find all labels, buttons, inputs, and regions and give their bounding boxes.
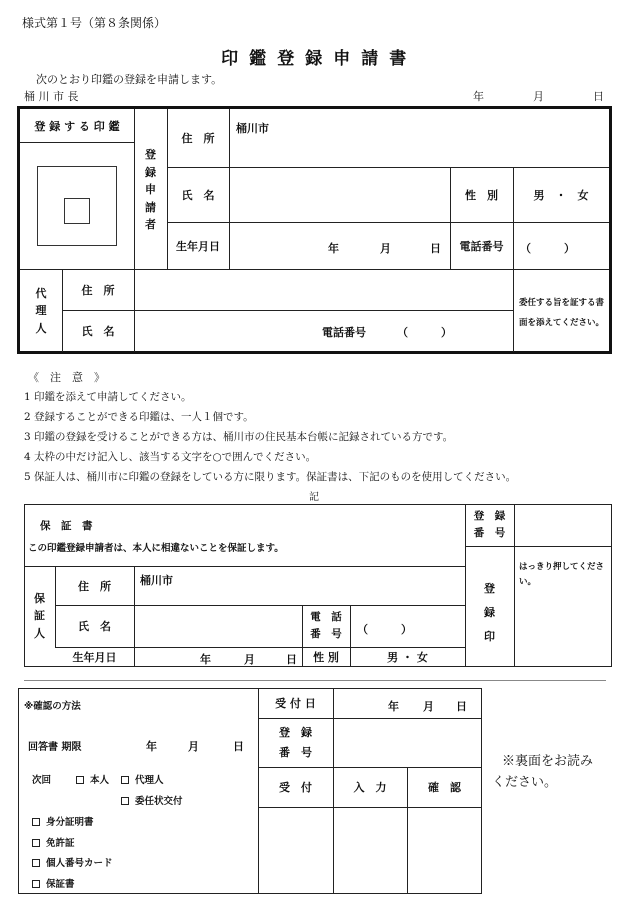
col-input: 入 力 xyxy=(353,781,387,794)
delegation-note-1: 委任する旨を証する書 xyxy=(519,298,605,308)
stamp-received[interactable] xyxy=(260,809,331,892)
guarantor-dob-month[interactable]: 月 xyxy=(244,653,255,666)
guarantor-gender-value[interactable]: 男 ・ 女 xyxy=(387,651,428,664)
guarantee-seal-note: はっきり押してください。 xyxy=(519,562,605,588)
note-item-4: 4 太枠の中だけ記入し、該当する文字を○で囲んでください。 xyxy=(24,451,317,463)
date-day: 日 xyxy=(593,90,604,103)
agent-address-label: 住 所 xyxy=(81,283,115,297)
reply-day[interactable]: 日 xyxy=(233,740,244,753)
reply-year[interactable]: 年 xyxy=(146,740,157,753)
note-item-1: 1 印鑑を添えて申請してください。 xyxy=(24,391,192,403)
col-confirm: 確 認 xyxy=(428,781,461,794)
checkbox-icon[interactable] xyxy=(32,818,40,826)
checkbox-icon[interactable] xyxy=(32,880,40,888)
col-received: 受 付 xyxy=(279,781,312,794)
checkbox-icon[interactable] xyxy=(76,776,84,784)
page-title: 印 鑑 登 録 申 請 書 xyxy=(221,49,409,69)
confirm-title: ※確認の方法 xyxy=(24,701,81,712)
guarantor-dob-year[interactable]: 年 xyxy=(200,653,211,666)
checkbox-icon[interactable] xyxy=(121,797,129,805)
address-value[interactable]: 桶川市 xyxy=(236,122,269,135)
notes-heading: 《 注 意 》 xyxy=(28,371,105,384)
form-number: 様式第１号（第８条関係） xyxy=(22,16,167,30)
gender-value[interactable]: 男 ・ 女 xyxy=(533,188,589,202)
opt-self[interactable]: 本人 xyxy=(76,772,109,786)
guarantor-name-label: 氏 名 xyxy=(78,620,111,633)
note-item-5: 5 保証人は、桶川市に印鑑の登録をしている方に限ります。保証書は、下記のものを使用してください。 xyxy=(24,471,517,483)
id-item-1[interactable]: 身分証明書 xyxy=(32,814,94,828)
stamp-input[interactable] xyxy=(335,809,405,892)
agent-name-label: 氏 名 xyxy=(81,325,115,338)
guarantee-statement: この印鑑登録申請者は、本人に相違ないことを保証します。 xyxy=(28,543,284,554)
agent-label: 代 理 人 xyxy=(35,286,47,335)
dob-year[interactable]: 年 xyxy=(328,242,339,255)
recv-month[interactable]: 月 xyxy=(423,700,434,713)
guarantee-title: 保 証 書 xyxy=(40,520,93,532)
section-divider xyxy=(24,680,606,681)
delegation-note-2: 面を添えてください。 xyxy=(519,318,605,328)
agent-address-field[interactable] xyxy=(137,272,510,308)
guarantor-phone-parens[interactable]: （ ） xyxy=(357,623,412,636)
guarantee-reg-number-label: 登 録 番 号 xyxy=(473,510,506,539)
applicant-label: 登 録 申 請 者 xyxy=(145,148,156,232)
checkbox-icon[interactable] xyxy=(32,859,40,867)
name-label: 氏 名 xyxy=(181,188,215,202)
recv-day[interactable]: 日 xyxy=(456,700,467,713)
guarantor-gender-label: 性 別 xyxy=(313,651,339,664)
checkbox-icon[interactable] xyxy=(121,776,129,784)
checkbox-icon[interactable] xyxy=(32,839,40,847)
id-item-3[interactable]: 個人番号カード xyxy=(32,855,113,869)
phone-label: 電話番号 xyxy=(459,239,504,253)
name-field[interactable] xyxy=(232,170,447,220)
guarantor-address-label: 住 所 xyxy=(78,579,111,593)
notes-ki: 記 xyxy=(309,492,319,503)
guarantor-address-value[interactable]: 桶川市 xyxy=(140,574,173,587)
guarantee-reg-number-field[interactable] xyxy=(516,507,610,544)
seal-box-inner xyxy=(64,198,90,224)
back-note-2: ください。 xyxy=(492,775,558,790)
id-item-4[interactable]: 保証書 xyxy=(32,876,75,890)
date-month: 月 xyxy=(533,90,544,103)
dob-month[interactable]: 月 xyxy=(380,242,391,255)
phone-parens[interactable]: （ ） xyxy=(520,242,575,255)
guarantor-dob-day[interactable]: 日 xyxy=(286,653,297,666)
agent-phone-label: 電話番号 xyxy=(322,326,366,339)
guarantor-dob-label: 生年月日 xyxy=(72,651,117,664)
opt-delegation[interactable]: 委任状交付 xyxy=(121,793,183,807)
dob-label: 生年月日 xyxy=(176,239,220,253)
note-item-2: 2 登録することができる印鑑は、一人１個です。 xyxy=(24,411,254,423)
guarantor-label: 保 証 人 xyxy=(34,591,45,640)
opt-agent[interactable]: 代理人 xyxy=(121,772,164,786)
reply-month[interactable]: 月 xyxy=(188,740,199,753)
received-date-label: 受 付 日 xyxy=(275,697,316,710)
dob-day[interactable]: 日 xyxy=(430,242,441,255)
back-note-1: ※裏面をお読み xyxy=(502,754,594,769)
note-item-3: 3 印鑑の登録を受けることができる方は、桶川市の住民基本台帳に記録されている方です。 xyxy=(24,431,454,443)
stamp-confirm[interactable] xyxy=(409,809,480,892)
guarantee-seal-label: 登 録 印 xyxy=(484,581,495,644)
agent-phone-parens[interactable]: （ ） xyxy=(397,326,452,339)
id-item-2[interactable]: 免許証 xyxy=(32,835,75,849)
reply-deadline-label: 回答書 期限 xyxy=(28,742,82,753)
office-reg-number-label: 登 録 番 号 xyxy=(279,725,312,759)
next-label: 次回 xyxy=(32,775,52,786)
guarantor-name-field[interactable] xyxy=(137,608,299,644)
intro-text: 次のとおり印鑑の登録を申請します。 xyxy=(36,73,223,86)
office-reg-number-field[interactable] xyxy=(336,721,479,764)
address-label: 住 所 xyxy=(181,132,215,145)
recv-year[interactable]: 年 xyxy=(388,700,399,713)
date-year: 年 xyxy=(473,90,484,103)
gender-label: 性 別 xyxy=(465,188,498,202)
guarantor-phone-label: 電 話 番 号 xyxy=(310,611,342,640)
seal-box-label: 登 録 す る 印 鑑 xyxy=(34,120,120,133)
addressee: 桶 川 市 長 xyxy=(24,90,79,103)
